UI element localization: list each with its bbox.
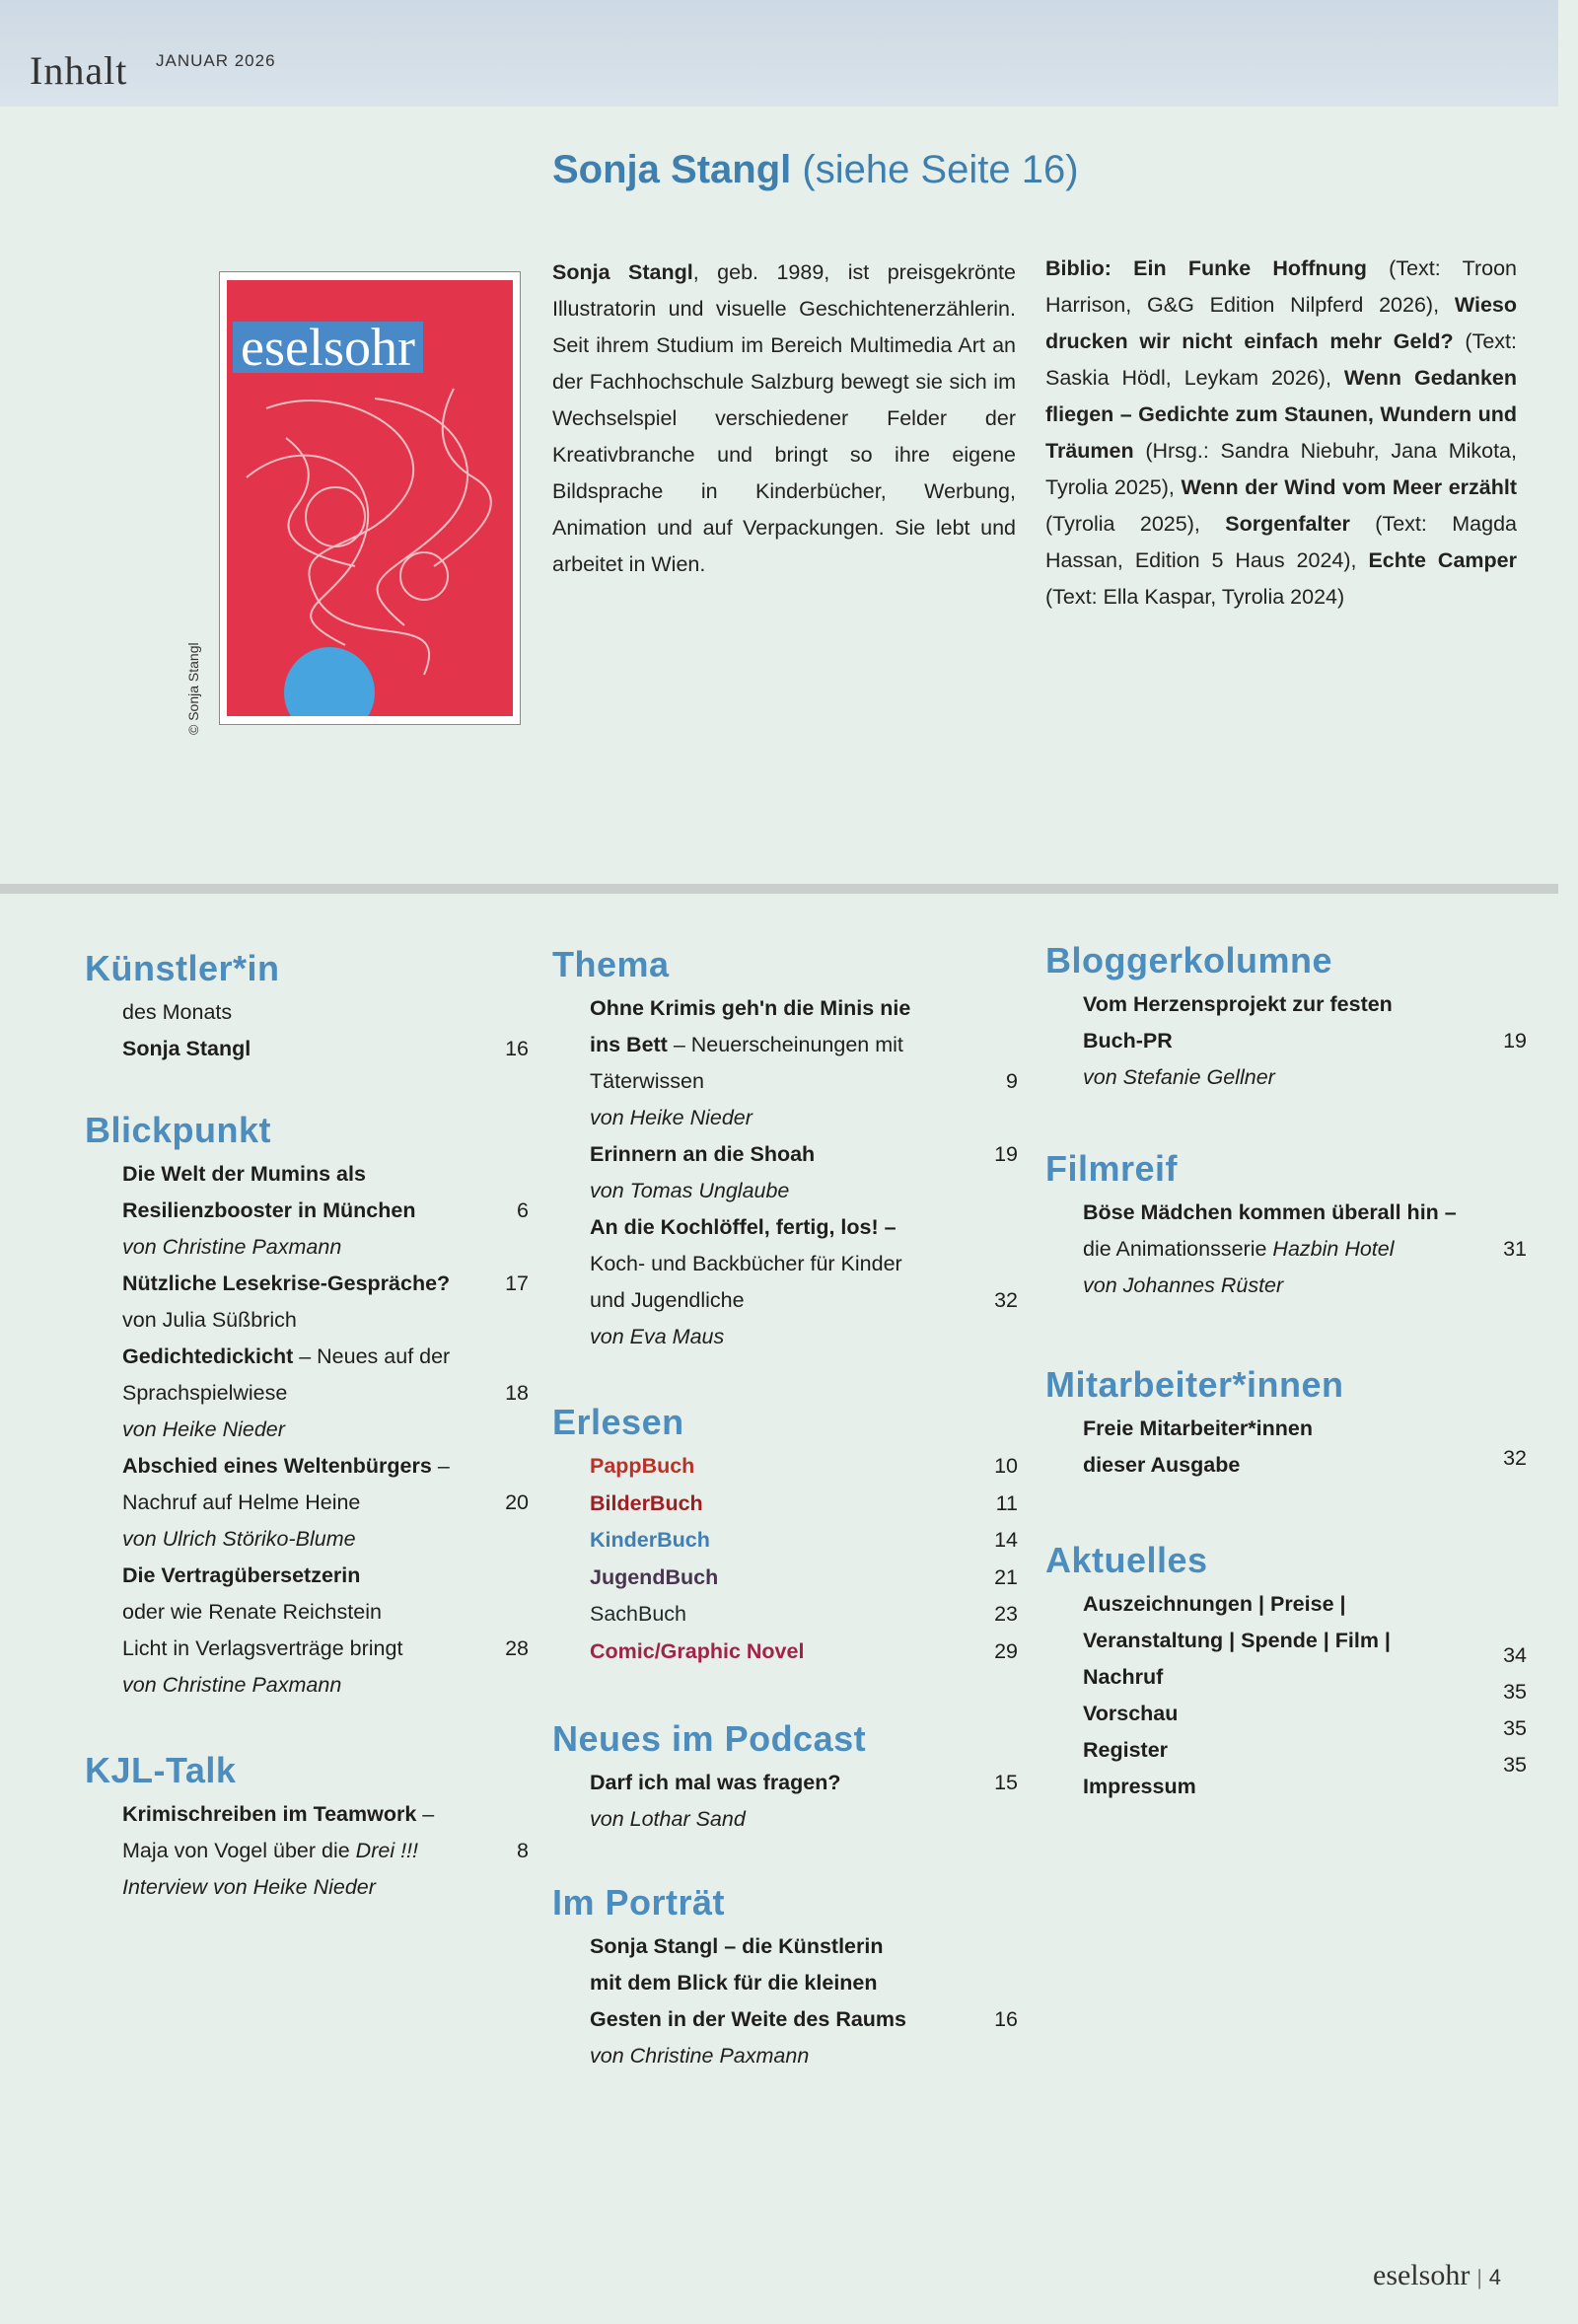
biblio-title: Wenn der Wind vom Meer erzählt — [1181, 475, 1517, 499]
entry-title: Sonja Stangl — [590, 1934, 719, 1958]
entry-subtitle: – — [431, 1454, 450, 1478]
entry-title: Veranstaltung | Spende | Film | — [1083, 1629, 1391, 1652]
biblio-detail: (Hrsg.: Sandra Niebuhr, Jana Mikota, Tyrolia 2025), — [1045, 439, 1517, 499]
cover-artwork — [227, 280, 513, 716]
biblio-detail: (Tyrolia 2025), — [1045, 512, 1226, 536]
section-heading: Thema — [552, 944, 670, 984]
entry-title: Gedichtedickicht — [122, 1344, 294, 1368]
entry-title: Nützliche Lesekrise-Gespräche? — [122, 1271, 451, 1295]
entry-title: Auszeichnungen | Preise | — [1083, 1592, 1346, 1616]
bio-text: , geb. 1989, ist preisgekrönte Illustratorin und visuelle Geschichtenerzählerin. Seit ihrem Studium im Bereich Multimedia Art an der Fachhochschule Salzburg bewegt sie sich im Wechselspiel verschiedener Felder der Kreativbranche und bringt so ihre eigene Bildsprache in Kinderbücher, Werbung, Animation und auf Verpackungen. Sie lebt und arbeitet in Wien. — [552, 260, 1016, 576]
section-heading: Filmreif — [1045, 1148, 1179, 1189]
entry-subtitle: – — [416, 1802, 435, 1826]
page-number: 16 — [994, 2007, 1018, 2031]
toc-entry[interactable] — [85, 994, 529, 1067]
entry-title: mit dem Blick für die kleinen — [590, 1971, 878, 1995]
page-number: 17 — [505, 1271, 529, 1295]
toc-column-right — [1045, 939, 1527, 1843]
toc-entry-sachbuch[interactable] — [552, 1596, 1018, 1634]
page-number: 19 — [994, 1142, 1018, 1166]
entry-title: Buch-PR — [1083, 1029, 1173, 1053]
entry-title: Vorschau — [1083, 1702, 1179, 1725]
toc-entry[interactable] — [1045, 1753, 1527, 1805]
page-number: 35 — [1503, 1716, 1527, 1740]
page-number: 31 — [1503, 1237, 1527, 1261]
page-section-title: Inhalt — [30, 48, 128, 93]
entry-subtitle: Licht in Verlagsverträge bringt — [122, 1636, 403, 1660]
entry-title: dieser Ausgabe — [1083, 1453, 1241, 1477]
artist-bio — [552, 254, 1016, 583]
toc-column-middle — [552, 943, 1018, 2112]
toc-entry[interactable] — [1045, 1411, 1527, 1484]
entry-author: von Lothar Sand — [590, 1807, 746, 1831]
entry-author: von Julia Süßbrich — [122, 1308, 297, 1332]
entry-subtitle-italic: Hazbin Hotel — [1272, 1237, 1395, 1261]
entry-title: Böse Mädchen kommen überall hin – — [1083, 1200, 1457, 1224]
section-divider — [0, 884, 1558, 894]
footer-separator: | — [1476, 2265, 1482, 2289]
entry-title: Freie Mitarbeiter*innen — [1083, 1416, 1313, 1440]
section-heading: Künstler*in — [85, 948, 280, 988]
entry-title: ins Bett — [590, 1033, 668, 1056]
entry-title: Die Vertragübersetzerin — [122, 1563, 361, 1587]
page-number: 20 — [505, 1490, 529, 1514]
feature-title-name: Sonja Stangl — [552, 148, 792, 191]
toc-entry-jugendbuch[interactable] — [552, 1560, 1018, 1597]
page-number: 23 — [994, 1602, 1018, 1626]
entry-author: von Christine Paxmann — [590, 2044, 810, 2068]
category-label: BilderBuch — [590, 1490, 703, 1515]
entry-author: von Stefanie Gellner — [1083, 1065, 1275, 1089]
page-number: 18 — [505, 1381, 529, 1405]
entry-title: – die Künstlerin — [718, 1934, 884, 1958]
entry-subtitle: Nachruf auf Helme Heine — [122, 1490, 361, 1514]
footer-brand: eselsohr — [1373, 2259, 1470, 2291]
entry-author: von Ulrich Störiko-Blume — [122, 1527, 356, 1551]
entry-title: Die Welt der Mumins als — [122, 1162, 366, 1186]
page-number: 35 — [1503, 1680, 1527, 1704]
toc-entry[interactable] — [1045, 1680, 1527, 1732]
cover-illustration-lines — [227, 280, 513, 716]
entry-author: von Tomas Unglaube — [590, 1179, 790, 1202]
entry-subtitle: und Jugendliche — [590, 1288, 745, 1312]
toc-entry[interactable] — [552, 1209, 1018, 1355]
section-heading: Im Porträt — [552, 1882, 726, 1923]
biblio-title: Wieso drucken wir nicht einfach mehr Geld? — [1045, 293, 1517, 353]
page-number: 16 — [505, 1037, 529, 1060]
entry-subtitle: – Neues auf der — [293, 1344, 451, 1368]
cover-logo: eselsohr — [233, 322, 423, 373]
entry-subtitle: Maja von Vogel über die — [122, 1839, 356, 1862]
section-heading: Aktuelles — [1045, 1540, 1208, 1580]
entry-title: Darf ich mal was fragen? — [590, 1771, 841, 1794]
toc-entry[interactable] — [85, 1558, 529, 1704]
biblio-title: Wenn Gedanken fliegen – Gedichte zum Staunen, Wundern und Träumen — [1045, 366, 1517, 463]
section-heading: Blickpunkt — [85, 1110, 272, 1150]
toc-entry[interactable] — [552, 1136, 1018, 1209]
entry-author: von Heike Nieder — [590, 1106, 753, 1129]
biblio-title: Sorgenfalter — [1225, 512, 1350, 536]
toc-section-thema — [552, 943, 1018, 1355]
toc-section-kuenstlerin — [85, 947, 529, 1067]
entry-author: von Christine Paxmann — [122, 1673, 342, 1697]
category-label: KinderBuch — [590, 1528, 710, 1552]
page-number: 19 — [1503, 1029, 1527, 1053]
toc-entry-pappbuch[interactable] — [552, 1448, 1018, 1486]
page-number: 21 — [994, 1564, 1018, 1589]
page-number: 34 — [1503, 1643, 1527, 1667]
artist-bibliography — [1045, 251, 1517, 616]
magazine-cover-image — [219, 271, 521, 725]
toc-entry[interactable] — [85, 1448, 529, 1558]
entry-title: Impressum — [1083, 1775, 1196, 1798]
toc-section-erlesen — [552, 1401, 1018, 1670]
section-heading: Neues im Podcast — [552, 1718, 867, 1759]
entry-title: Vom Herzensprojekt zur festen — [1083, 992, 1393, 1016]
entry-title: Nachruf — [1083, 1665, 1164, 1689]
page-number: 6 — [517, 1198, 529, 1222]
page-number: 32 — [1503, 1446, 1527, 1470]
entry-title: Register — [1083, 1738, 1169, 1762]
biblio-title: Biblio: Ein Funke Hoffnung — [1045, 256, 1367, 280]
page-number: 14 — [994, 1528, 1018, 1552]
entry-author: von Christine Paxmann — [122, 1235, 342, 1259]
toc-entry-comic[interactable] — [552, 1634, 1018, 1671]
issue-date: JANUAR 2026 — [156, 51, 276, 70]
toc-section-filmreif — [1045, 1147, 1527, 1304]
bio-name: Sonja Stangl — [552, 260, 693, 284]
toc-section-blogger — [1045, 939, 1527, 1096]
toc-section-mitarbeiter — [1045, 1363, 1527, 1484]
biblio-detail: (Text: Saskia Hödl, Leykam 2026), — [1045, 329, 1517, 390]
toc-column-left — [85, 947, 529, 1943]
feature-title-ref: (siehe Seite 16) — [802, 148, 1079, 191]
toc-entry[interactable] — [85, 1156, 529, 1266]
toc-entry[interactable] — [552, 990, 1018, 1136]
toc-entry[interactable] — [85, 1266, 529, 1339]
entry-title: Krimischreiben im Teamwork — [122, 1802, 417, 1826]
page-number: 8 — [517, 1839, 529, 1862]
footer-page-number: 4 — [1488, 2265, 1501, 2289]
page-number: 9 — [1006, 1069, 1018, 1093]
toc-section-blickpunkt — [85, 1109, 529, 1704]
toc-entry[interactable] — [552, 1928, 1018, 2074]
entry-subtitle-italic: Drei !!! — [355, 1839, 418, 1862]
page-number: 10 — [994, 1454, 1018, 1478]
page-number: 28 — [505, 1636, 529, 1660]
toc-entry[interactable] — [85, 1339, 529, 1448]
entry-author: von Johannes Rüster — [1083, 1273, 1284, 1297]
entry-line: des Monats — [122, 1000, 233, 1024]
entry-subtitle: Sprachspielwiese — [122, 1381, 288, 1405]
entry-author: Interview von Heike Nieder — [122, 1875, 376, 1899]
toc-entry-kinderbuch[interactable] — [552, 1522, 1018, 1560]
feature-title — [552, 148, 1079, 192]
biblio-detail: (Text: Ella Kaspar, Tyrolia 2024) — [1045, 585, 1345, 609]
entry-title: Abschied eines Weltenbürgers — [122, 1454, 432, 1478]
entry-title: Sonja Stangl — [122, 1037, 251, 1060]
image-credit: © Sonja Stangl — [185, 642, 201, 735]
entry-subtitle: Koch- und Backbücher für Kinder — [590, 1252, 902, 1275]
section-heading: Bloggerkolumne — [1045, 940, 1333, 980]
category-label: PappBuch — [590, 1454, 695, 1478]
section-heading: KJL-Talk — [85, 1750, 237, 1790]
toc-section-portraet — [552, 1881, 1018, 2074]
section-heading: Erlesen — [552, 1402, 684, 1442]
page-number: 29 — [994, 1638, 1018, 1663]
category-label: Comic/Graphic Novel — [590, 1638, 805, 1663]
toc-section-podcast — [552, 1717, 1018, 1838]
toc-section-kjltalk — [85, 1749, 529, 1906]
toc-entry[interactable] — [552, 1765, 1018, 1838]
entry-author: von Eva Maus — [590, 1325, 725, 1348]
category-label: JugendBuch — [590, 1564, 719, 1589]
entry-title: Erinnern an die Shoah — [590, 1142, 816, 1166]
entry-subtitle: Täterwissen — [590, 1069, 704, 1093]
entry-title: An die Kochlöffel, fertig, los! – — [590, 1215, 897, 1239]
toc-entry[interactable] — [1045, 1716, 1527, 1769]
entry-author: von Heike Nieder — [122, 1417, 285, 1441]
biblio-title: Echte Camper — [1368, 548, 1517, 572]
entry-title: Resilienzbooster in München — [122, 1198, 416, 1222]
biblio-detail: (Text: Troon Harrison, G&G Edition Nilpferd 2026), — [1045, 256, 1517, 317]
toc-entry-bilderbuch[interactable] — [552, 1486, 1018, 1523]
toc-entry[interactable] — [1045, 1586, 1527, 1696]
entry-subtitle: die Animationsserie — [1083, 1237, 1273, 1261]
category-label: SachBuch — [590, 1602, 687, 1626]
entry-subtitle: – Neuerscheinungen mit — [667, 1033, 903, 1056]
entry-title: Ohne Krimis geh'n die Minis nie — [590, 996, 911, 1020]
page-number: 11 — [995, 1490, 1018, 1515]
biblio-detail: (Text: Magda Hassan, Edition 5 Haus 2024), — [1045, 512, 1517, 572]
page-footer — [1373, 2259, 1501, 2292]
toc-section-aktuelles — [1045, 1539, 1527, 1805]
entry-subtitle: oder wie Renate Reichstein — [122, 1600, 382, 1624]
toc-entry[interactable] — [1045, 986, 1527, 1096]
toc-entry[interactable] — [1045, 1195, 1527, 1304]
section-heading: Mitarbeiter*innen — [1045, 1364, 1344, 1405]
entry-title: Gesten in der Weite des Raums — [590, 2007, 907, 2031]
page-number: 32 — [994, 1288, 1018, 1312]
page-number: 15 — [994, 1771, 1018, 1794]
toc-entry[interactable] — [85, 1796, 529, 1906]
page-number: 35 — [1503, 1753, 1527, 1777]
